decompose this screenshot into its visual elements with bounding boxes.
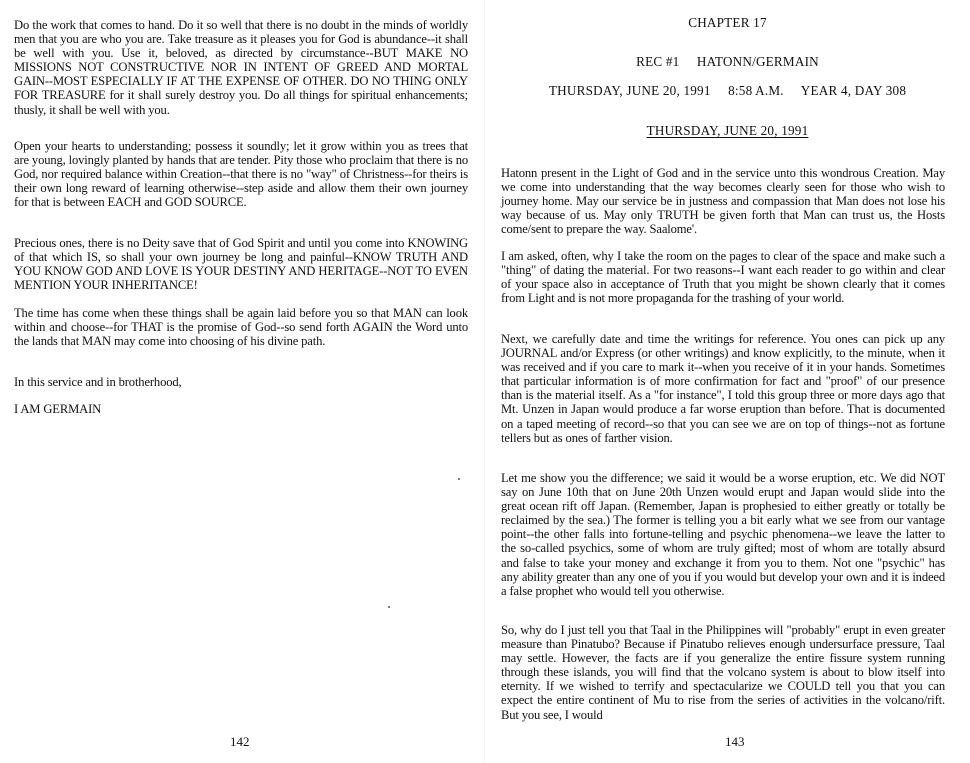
left-paragraph-2: Open your hearts to understanding; possess it soundly; let it grow within you as trees that are young, lovingly planted by hands that are tender. Pity those who proclaim that there is no God, nor required balance within Creation--that there is no "way" of Christness--for theirs is their own long reward of learning otherwise--step aside and allow them their own journey for that is between EACH and GOD SOURCE. xyxy=(14,139,468,210)
page-number-left: 142 xyxy=(230,734,250,749)
chapter-heading: CHAPTER 17 xyxy=(688,15,767,30)
rec-line: REC #1 HATONN/GERMAIN xyxy=(636,54,819,69)
right-page xyxy=(485,0,970,763)
left-paragraph-1: Do the work that comes to hand. Do it so well that there is no doubt in the minds of worldly men that you are who you are. Take treasure as it pleases you for God is abundance--it shall be well with you. Use it, beloved, as directed by circumstance--BUT MAKE NO MISSIONS NOT CONSTRUCTIVE NOR IN INTENT OF GREED AND MORTAL GAIN--MOST ESPECIALLY IF AT THE EXPENSE OF OTHER. DO NO THING ONLY FOR TREASURE for it shall surely destroy you. Do all things for spiritual enhancements; thusly, it shall be well with you. xyxy=(14,18,468,117)
left-paragraph-3: Precious ones, there is no Deity save that of God Spirit and until you come into KNOWING of that which IS, so shall your own journey be long and painful--KNOW TRUTH AND YOU KNOW GOD AND LOVE IS YOUR DESTINY AND HERITAGE--NOT TO EVEN MENTION YOUR INHERITANCE! xyxy=(14,236,468,293)
right-paragraph-3: Next, we carefully date and time the writings for reference. You ones can pick up any JOURNAL and/or Express (or other writings) and know explicitly, to the minute, when it was received and if you care to mark it--when you receive of it in your hands. Sometimes that particular information is of more confirmation for fact and "proof" of our presence than is the material itself. As a "for instance", I told this group three or more days ago that Mt. Unzen in Japan would produce a far worse eruption than before. That is documented on a taped meeting of record--so that you can see we are on top of things--not as fortune tellers but as ones of farther vision. xyxy=(501,332,945,445)
section-date-heading: THURSDAY, JUNE 20, 1991 xyxy=(646,123,809,138)
right-paragraph-1: Hatonn present in the Light of God and in the service unto this wondrous Creation. May we come into understanding that the way becomes clearly seen for those who wish to journey home. May our service be in justness and compassion that Man does not lose his way because of us. May only TRUTH be given forth that Man can trust us, the Hosts come/sent to prepare the way. Saalome'. xyxy=(501,166,945,237)
left-signature: I AM GERMAIN xyxy=(14,402,102,416)
right-paragraph-5: So, why do I just tell you that Taal in the Philippines will "probably" erupt in even greater measure than Pinatubo? Because if Pinatubo relieves enough undersurface pressure, Taal may settle. However, the facts are if you generalize the entire fissure system running through these islands, you will find that the volcano system is about to blow itself into eternity. If we wished to terrify and spectacularize we COULD tell you that you can expect the entire continent of Mu to rise from the series of activities in the volcano/rift. But you see, I would xyxy=(501,623,945,722)
scan-speck xyxy=(458,478,460,480)
date-line: THURSDAY, JUNE 20, 1991 8:58 A.M. YEAR 4, DAY 308 xyxy=(548,83,907,98)
left-paragraph-4: The time has come when these things shall be again laid before you so that MAN can look within and choose--for THAT is the promise of God--so send forth AGAIN the Word unto the lands that MAN may come into choosing of his divine path. xyxy=(14,306,468,349)
right-paragraph-4: Let me show you the difference; we said it would be a worse eruption, etc. We did NOT say on June 10th that on June 20th Unzen would erupt and Japan would slide into the great ocean rift off Japan. (Remember, Japan is prophesied to either greatly or totally be reclaimed by the sea.) The former is telling you a bit early what we see from our vantage point--the other falls into fortune-telling and psychic phenomena--we leave the latter to the so-called psychics, some of whom are truly gifted; most of whom are totally absurd and false to take your money and exchange it from you to them. Not one "psychic" has any ability greater than any one of you if you would but develop your own and it is indeed a false prophet who would tell you otherwise. xyxy=(501,471,945,598)
scan-speck xyxy=(388,606,390,608)
left-closing-line: In this service and in brotherhood, xyxy=(14,375,182,389)
right-paragraph-2: I am asked, often, why I take the room on the pages to clear of the space and make such a "thing" of dating the material. For two reasons--I want each reader to go within and clear of your space also in acceptance of Truth that you might be shown clearly that it comes from Light and is not more propaganda for the trashing of your world. xyxy=(501,249,945,306)
page-number-right: 143 xyxy=(725,734,745,749)
